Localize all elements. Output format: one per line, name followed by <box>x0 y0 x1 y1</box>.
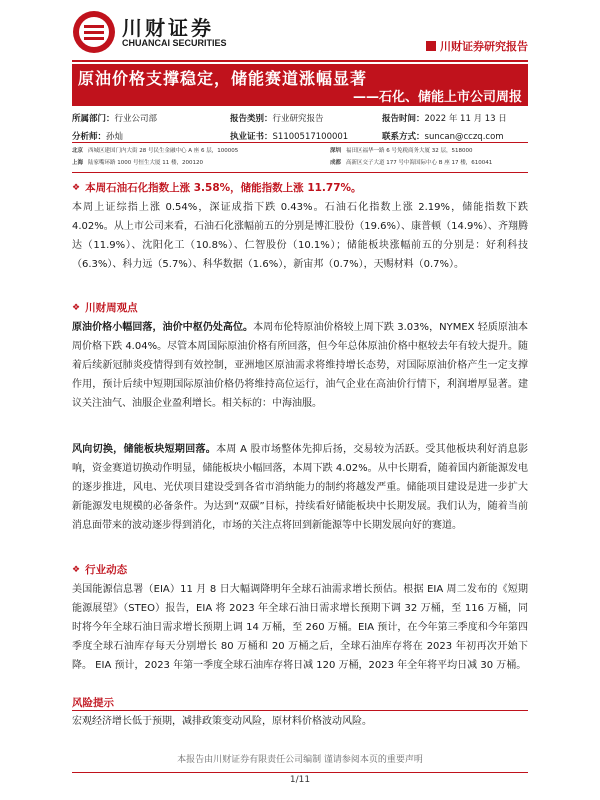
office-shenzhen: 深圳 福田区福华一路 6 号免税商务大厦 32 层，518000 <box>330 148 473 154</box>
logo-name-en: CHUANCAI SECURITIES <box>122 38 227 48</box>
risk-divider <box>72 710 528 711</box>
chuancai-logo-icon <box>72 10 116 54</box>
diamond-bullet-icon: ❖ <box>72 302 81 313</box>
title-banner <box>72 64 528 106</box>
meta-type: 报告类别：行业研究报告 <box>230 114 324 124</box>
footer-divider <box>72 772 528 773</box>
office-chengdu: 成都 高新区交子大道 177 号中海国际中心 B 座 17 楼，610041 <box>330 160 493 166</box>
address-divider <box>72 172 528 173</box>
logo-name-cn: 川财证券 <box>122 16 214 40</box>
page-title: 原油价格支撑稳定，储能赛道涨幅显著 <box>78 69 368 88</box>
weekly-highlight: ❖ 本周石油石化指数上涨 3.58%，储能指数上涨 11.77%。 <box>72 182 362 194</box>
market-summary-paragraph: 本周上证综指上涨 0.54%，深证成指下跌 0.43%。石油石化指数上涨 2.19%，储能指数下跌 4.02%。从上市公司来看，石油石化涨幅前五的分别是博汇股份（19.6%）、康普顿（14.9%）、齐翔腾达（11.9%）、沈阳化工（10.8%）、仁智股份（10.1%）；储能板块涨幅前五的分别是：好利科技（6.3%）、科力远（5.7%）、科华数据（1.6%），新宙邦（0.7%），天赐材料（0.7%）。 <box>72 202 528 270</box>
diamond-bullet-icon: ❖ <box>72 564 81 575</box>
meta-date: 报告时间：2022 年 11 月 13 日 <box>382 114 507 124</box>
office-shanghai: 上海 陆家嘴环路 1000 号恒生大厦 11 楼，200120 <box>72 160 204 166</box>
meta-divider <box>72 142 528 143</box>
meta-dept: 所属部门：行业公司部 <box>72 114 158 124</box>
meta-analyst: 分析师：孙灿 <box>72 132 124 142</box>
square-bullet-icon <box>426 41 436 51</box>
section-heading-views: ❖ 川财周观点 <box>72 302 138 314</box>
meta-cert: 执业证书：S1100517100001 <box>230 132 349 142</box>
office-beijing: 北京 西城区建国门内大街 28 号民生金融中心 A 座 6 层，100005 <box>72 148 239 154</box>
footer-disclaimer: 本报告由川财证券有限责任公司编制 谨请参阅本页的重要声明 <box>177 755 423 765</box>
diamond-bullet-icon: ❖ <box>72 182 81 193</box>
header-report-label: 川财证券研究报告 <box>440 40 528 53</box>
header-divider <box>72 60 528 62</box>
report-type-header <box>426 38 528 54</box>
page-subtitle: ——石化、储能上市公司周报 <box>352 90 522 105</box>
view-storage-paragraph: 风向切换，储能板块短期回落。本周 A 股市场整体先抑后扬，交易较为活跃。受其他板块利好消息影响，资金赛道切换动作明显，储能板块小幅回落，本周下跌 4.02%。从中长期看，随着国内新能源发电的逐步推进，风电、光伏项目建设受到各省市消纳能力的制约将越发严重。储能项目建设是进一步扩大新能源发电规模的必备条件。为达到“双碳”目标，持续看好储能板块中长期发展。我们认为，随着当前消息面带来的波动逐步得到消化，市场的关注点将回到新能源等中长期发展向好的赛道。 <box>72 444 529 531</box>
risk-heading: 风险提示 <box>72 697 114 709</box>
section-heading-industry: ❖ 行业动态 <box>72 564 128 576</box>
industry-news-paragraph: 美国能源信息署（EIA）11 月 8 日大幅调降明年全球石油需求增长预估。根据 EIA 周二发布的《短期能源展望》（STEO）报告，EIA 将 2023 年全球石油日需求增长预期下调 32 万桶，至 116 万桶，同时将今年全球石油日需求增长预期上调 14 万桶，至 260 万桶。EIA 预计，在今年第三季度和今年第四季度全球石油库存每天分别增长 80 万桶和 20 万桶之后，全球石油库存将在 2023 年初再次开始下降。 EIA 预计，2023 年第一季度全球石油库存将日减 120 万桶，2023 年全年将平均日减 30 万桶。 <box>72 584 528 671</box>
risk-paragraph: 宏观经济增长低于预期，减排政策变动风险，原材料价格波动风险。 <box>72 716 372 727</box>
meta-contact[interactable]: 联系方式：suncan@cczq.com <box>382 132 504 142</box>
view-oil-paragraph: 原油价格小幅回落，油价中枢仍处高位。本周布伦特原油价格较上周下跌 3.03%，NYMEX 轻质原油本周价格下跌 4.04%。尽管本周国际原油价格有所回落，但今年总体原油价格中枢较去年有较大提升。随着后续新冠肺炎疫情得到有效控制，亚洲地区原油需求将维持增长态势，对国际原油价格产生一定支撑作用，预计后续中短期国际原油价格仍将维持高位运行，油气企业在高油价行情下，利润增厚显著。建议关注油气、油服企业盈利增长。相关标的：中海油服。 <box>72 322 529 409</box>
company-logo <box>72 10 262 54</box>
page-number: 1/11 <box>289 775 311 785</box>
